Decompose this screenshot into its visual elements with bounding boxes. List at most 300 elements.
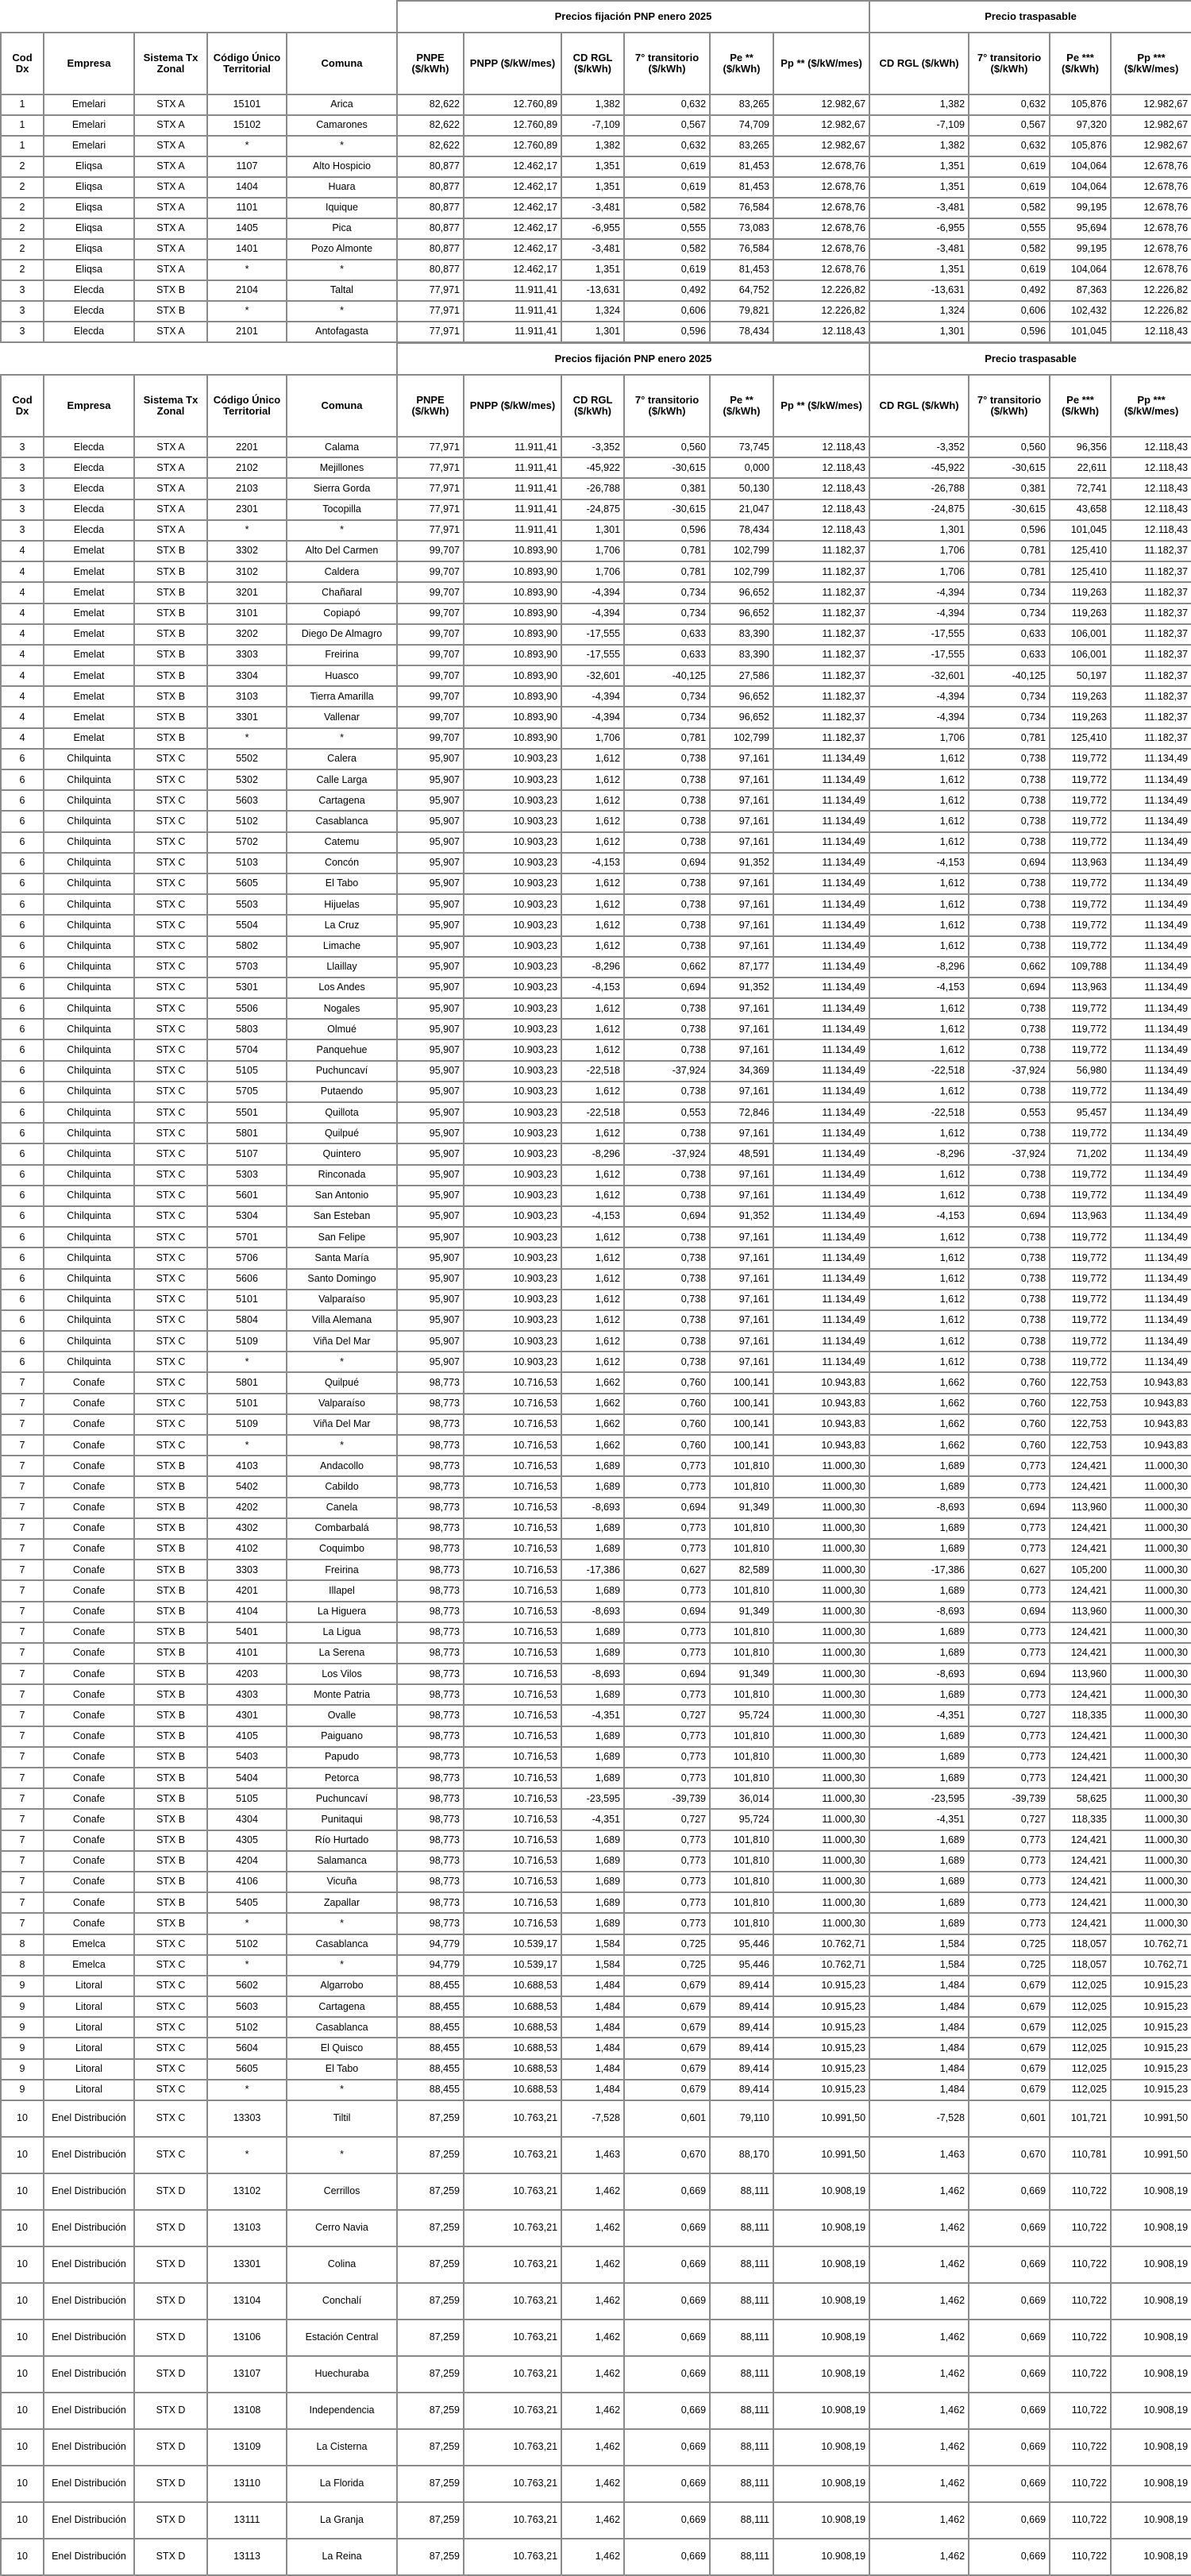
cell-trasp-pe: 124,421 xyxy=(1050,1726,1111,1747)
cell-empresa: Elecda xyxy=(44,499,134,520)
cell-pp: 11.000,30 xyxy=(773,1643,869,1664)
cell-empresa: Emelat xyxy=(44,728,134,749)
cell-pp: 10.908,19 xyxy=(773,2502,869,2539)
table-row xyxy=(1,1394,1191,1414)
cell-transitorio: 0,773 xyxy=(624,1892,710,1913)
cell-trasp-pe: 119,772 xyxy=(1050,1019,1111,1039)
cell-trasp-cd-rgl: 1,612 xyxy=(869,749,969,769)
cell-trasp-cd-rgl: -3,481 xyxy=(869,198,969,218)
cell-pnpe: 94,779 xyxy=(397,1955,464,1976)
cell-cd-rgl: 1,612 xyxy=(561,1248,624,1268)
cell-trasp-pp: 11.134,49 xyxy=(1111,1331,1191,1352)
cell-pnpp: 10.893,90 xyxy=(464,582,561,603)
cell-codigo: * xyxy=(207,2080,287,2100)
cell-pp: 12.678,76 xyxy=(773,177,869,198)
cell-pp: 11.000,30 xyxy=(773,1498,869,1518)
cell-trasp-pp: 11.182,37 xyxy=(1111,604,1191,624)
cell-comuna: Alto Del Carmen xyxy=(287,541,397,561)
cell-trasp-transitorio: 0,738 xyxy=(969,1039,1050,1060)
cell-trasp-transitorio: 0,738 xyxy=(969,1082,1050,1102)
cell-cod-dx: 8 xyxy=(1,1934,44,1955)
cell-trasp-pe: 105,876 xyxy=(1050,94,1111,115)
cell-trasp-pp: 11.134,49 xyxy=(1111,1186,1191,1206)
table-row xyxy=(1,1622,1191,1643)
cell-empresa: Litoral xyxy=(44,2059,134,2080)
col-header-empresa: Empresa xyxy=(44,375,134,437)
cell-pnpe: 99,707 xyxy=(397,707,464,727)
col-header-trasp-transitorio: 7° transitorio ($/kWh) xyxy=(969,33,1050,94)
table-row xyxy=(1,2059,1191,2080)
cell-trasp-pe: 105,876 xyxy=(1050,136,1111,156)
cell-trasp-pe: 119,772 xyxy=(1050,832,1111,853)
cell-sistema: STX C xyxy=(134,2100,207,2137)
cell-trasp-pp: 12.678,76 xyxy=(1111,156,1191,177)
cell-pnpp: 10.903,23 xyxy=(464,749,561,769)
cell-empresa: Conafe xyxy=(44,1892,134,1913)
cell-cd-rgl: -26,788 xyxy=(561,478,624,499)
cell-trasp-pp: 11.000,30 xyxy=(1111,1872,1191,1892)
cell-sistema: STX B xyxy=(134,1726,207,1747)
cell-codigo: 4303 xyxy=(207,1684,287,1705)
tariff-table-top xyxy=(0,0,1191,343)
cell-cd-rgl: -45,922 xyxy=(561,457,624,478)
cell-pnpe: 80,877 xyxy=(397,260,464,280)
cell-cod-dx: 10 xyxy=(1,2173,44,2210)
table-row xyxy=(1,1684,1191,1705)
cell-pe: 101,810 xyxy=(710,1539,773,1560)
cell-trasp-pe: 110,722 xyxy=(1050,2320,1111,2356)
cell-codigo: 4305 xyxy=(207,1830,287,1851)
cell-trasp-pp: 12.678,76 xyxy=(1111,177,1191,198)
table-row xyxy=(1,811,1191,831)
cell-codigo: 5602 xyxy=(207,1976,287,1996)
cell-cd-rgl: 1,612 xyxy=(561,1039,624,1060)
cell-trasp-cd-rgl: 1,612 xyxy=(869,769,969,790)
cell-pnpe: 98,773 xyxy=(397,1768,464,1788)
cell-pp: 11.000,30 xyxy=(773,1809,869,1830)
cell-transitorio: 0,773 xyxy=(624,1913,710,1934)
cell-codigo: 3303 xyxy=(207,645,287,665)
cell-cd-rgl: 1,463 xyxy=(561,2137,624,2173)
table-row xyxy=(1,1290,1191,1310)
cell-trasp-cd-rgl: -6,955 xyxy=(869,218,969,239)
cell-pnpp: 10.903,23 xyxy=(464,811,561,831)
cell-transitorio: 0,773 xyxy=(624,1684,710,1705)
cell-comuna: Valparaíso xyxy=(287,1290,397,1310)
cell-cd-rgl: 1,462 xyxy=(561,2173,624,2210)
cell-codigo: * xyxy=(207,1955,287,1976)
cell-codigo: 5401 xyxy=(207,1622,287,1643)
cell-codigo: 4104 xyxy=(207,1602,287,1622)
cell-trasp-transitorio: 0,760 xyxy=(969,1372,1050,1393)
cell-codigo: 5402 xyxy=(207,1476,287,1497)
cell-sistema: STX C xyxy=(134,1039,207,1060)
cell-trasp-pe: 124,421 xyxy=(1050,1643,1111,1664)
cell-comuna: Ovalle xyxy=(287,1705,397,1726)
cell-cod-dx: 6 xyxy=(1,1269,44,1290)
cell-pnpe: 95,907 xyxy=(397,1019,464,1039)
cell-sistema: STX C xyxy=(134,1996,207,2017)
cell-pp: 11.000,30 xyxy=(773,1684,869,1705)
cell-cod-dx: 6 xyxy=(1,1082,44,1102)
cell-transitorio: -30,615 xyxy=(624,499,710,520)
cell-trasp-cd-rgl: 1,462 xyxy=(869,2283,969,2320)
cell-cod-dx: 6 xyxy=(1,1331,44,1352)
cell-trasp-cd-rgl: 1,612 xyxy=(869,832,969,853)
cell-trasp-pe: 71,202 xyxy=(1050,1143,1111,1164)
cell-pnpp: 10.688,53 xyxy=(464,2080,561,2100)
cell-trasp-pp: 11.134,49 xyxy=(1111,832,1191,853)
cell-codigo: 13108 xyxy=(207,2393,287,2429)
cell-sistema: STX B xyxy=(134,624,207,645)
cell-comuna: Mejillones xyxy=(287,457,397,478)
cell-pp: 11.000,30 xyxy=(773,1602,869,1622)
cell-empresa: Enel Distribución xyxy=(44,2539,134,2575)
cell-trasp-cd-rgl: 1,382 xyxy=(869,136,969,156)
cell-trasp-transitorio: 0,582 xyxy=(969,198,1050,218)
cell-trasp-pe: 110,722 xyxy=(1050,2173,1111,2210)
cell-cod-dx: 2 xyxy=(1,239,44,260)
cell-trasp-transitorio: 0,773 xyxy=(969,1851,1050,1872)
table-row xyxy=(1,1518,1191,1539)
cell-pnpe: 98,773 xyxy=(397,1539,464,1560)
cell-cd-rgl: 1,484 xyxy=(561,2059,624,2080)
cell-trasp-transitorio: 0,738 xyxy=(969,832,1050,853)
cell-empresa: Eliqsa xyxy=(44,156,134,177)
cell-cd-rgl: 1,612 xyxy=(561,998,624,1019)
cell-codigo: 5404 xyxy=(207,1768,287,1788)
cell-trasp-pe: 119,772 xyxy=(1050,1248,1111,1268)
cell-trasp-pp: 10.908,19 xyxy=(1111,2173,1191,2210)
cell-sistema: STX C xyxy=(134,978,207,998)
cell-codigo: * xyxy=(207,728,287,749)
cell-pp: 11.134,49 xyxy=(773,1310,869,1331)
table-row xyxy=(1,520,1191,541)
cell-cod-dx: 7 xyxy=(1,1664,44,1684)
cell-trasp-transitorio: 0,679 xyxy=(969,1996,1050,2017)
cell-trasp-transitorio: 0,773 xyxy=(969,1518,1050,1539)
cell-trasp-pe: 119,772 xyxy=(1050,1227,1111,1248)
cell-comuna: * xyxy=(287,1352,397,1372)
cell-pnpp: 10.903,23 xyxy=(464,1165,561,1186)
cell-pe: 95,724 xyxy=(710,1809,773,1830)
cell-trasp-pe: 125,410 xyxy=(1050,728,1111,749)
cell-pp: 12.118,43 xyxy=(773,478,869,499)
table-row xyxy=(1,1768,1191,1788)
cell-pe: 97,161 xyxy=(710,1039,773,1060)
cell-transitorio: 0,694 xyxy=(624,1664,710,1684)
cell-trasp-transitorio: 0,596 xyxy=(969,322,1050,342)
cell-sistema: STX B xyxy=(134,645,207,665)
cell-codigo: 4106 xyxy=(207,1872,287,1892)
cell-trasp-transitorio: 0,773 xyxy=(969,1539,1050,1560)
cell-sistema: STX C xyxy=(134,957,207,978)
table-row xyxy=(1,582,1191,603)
cell-pp: 11.134,49 xyxy=(773,749,869,769)
cell-trasp-cd-rgl: 1,612 xyxy=(869,1039,969,1060)
cell-cd-rgl: -4,394 xyxy=(561,582,624,603)
cell-cd-rgl: 1,612 xyxy=(561,873,624,894)
cell-trasp-pe: 119,772 xyxy=(1050,769,1111,790)
cell-transitorio: 0,738 xyxy=(624,998,710,1019)
cell-trasp-pp: 11.182,37 xyxy=(1111,645,1191,665)
cell-cod-dx: 3 xyxy=(1,478,44,499)
cell-sistema: STX C xyxy=(134,1955,207,1976)
cell-trasp-cd-rgl: 1,612 xyxy=(869,1269,969,1290)
cell-pp: 11.134,49 xyxy=(773,853,869,873)
cell-cd-rgl: 1,612 xyxy=(561,894,624,915)
cell-trasp-cd-rgl: 1,484 xyxy=(869,2059,969,2080)
cell-pnpe: 87,259 xyxy=(397,2137,464,2173)
cell-pe: 88,111 xyxy=(710,2393,773,2429)
table-row xyxy=(1,1019,1191,1039)
cell-pnpe: 99,707 xyxy=(397,561,464,582)
cell-cd-rgl: 1,462 xyxy=(561,2429,624,2466)
cell-codigo: 4204 xyxy=(207,1851,287,1872)
cell-trasp-transitorio: 0,734 xyxy=(969,686,1050,707)
cell-cd-rgl: 1,301 xyxy=(561,322,624,342)
cell-empresa: Conafe xyxy=(44,1913,134,1934)
group-header-traspasable: Precio traspasable xyxy=(869,343,1191,375)
cell-pe: 101,810 xyxy=(710,1622,773,1643)
cell-pp: 11.134,49 xyxy=(773,1331,869,1352)
cell-sistema: STX C xyxy=(134,1934,207,1955)
cell-sistema: STX C xyxy=(134,1394,207,1414)
cell-cd-rgl: 1,462 xyxy=(561,2210,624,2246)
cell-codigo: 5102 xyxy=(207,2017,287,2038)
cell-pnpe: 95,907 xyxy=(397,1227,464,1248)
cell-comuna: Illapel xyxy=(287,1580,397,1601)
cell-cd-rgl: 1,584 xyxy=(561,1955,624,1976)
cell-pnpp: 11.911,41 xyxy=(464,301,561,322)
cell-codigo: 3102 xyxy=(207,561,287,582)
cell-transitorio: 0,773 xyxy=(624,1476,710,1497)
table-row xyxy=(1,2100,1191,2137)
cell-codigo: 5102 xyxy=(207,1934,287,1955)
table-row xyxy=(1,1872,1191,1892)
cell-pe: 73,745 xyxy=(710,437,773,457)
cell-trasp-pe: 119,772 xyxy=(1050,1082,1111,1102)
cell-pp: 11.134,49 xyxy=(773,832,869,853)
cell-trasp-pp: 12.982,67 xyxy=(1111,94,1191,115)
cell-pe: 97,161 xyxy=(710,1019,773,1039)
cell-trasp-transitorio: 0,760 xyxy=(969,1394,1050,1414)
cell-cod-dx: 10 xyxy=(1,2393,44,2429)
cell-pnpp: 10.903,23 xyxy=(464,873,561,894)
cell-trasp-pe: 113,963 xyxy=(1050,1206,1111,1227)
table-row xyxy=(1,218,1191,239)
cell-empresa: Conafe xyxy=(44,1664,134,1684)
cell-empresa: Emelari xyxy=(44,94,134,115)
cell-pe: 88,111 xyxy=(710,2539,773,2575)
cell-codigo: 5302 xyxy=(207,769,287,790)
cell-trasp-pe: 110,722 xyxy=(1050,2246,1111,2283)
cell-codigo: 5101 xyxy=(207,1394,287,1414)
cell-comuna: Quintero xyxy=(287,1143,397,1164)
cell-cod-dx: 7 xyxy=(1,1809,44,1830)
cell-empresa: Chilquinta xyxy=(44,1165,134,1186)
cell-empresa: Enel Distribución xyxy=(44,2137,134,2173)
table-row xyxy=(1,2038,1191,2058)
table-row xyxy=(1,239,1191,260)
cell-pp: 11.000,30 xyxy=(773,1539,869,1560)
cell-pnpe: 95,907 xyxy=(397,1290,464,1310)
cell-pe: 89,414 xyxy=(710,2017,773,2038)
cell-pnpe: 98,773 xyxy=(397,1892,464,1913)
cell-cd-rgl: 1,706 xyxy=(561,541,624,561)
cell-trasp-cd-rgl: 1,689 xyxy=(869,1518,969,1539)
cell-cd-rgl: 1,689 xyxy=(561,1580,624,1601)
cell-trasp-pp: 10.943,83 xyxy=(1111,1435,1191,1456)
cell-trasp-transitorio: 0,760 xyxy=(969,1414,1050,1435)
cell-codigo: 2301 xyxy=(207,499,287,520)
cell-codigo: 1107 xyxy=(207,156,287,177)
cell-transitorio: 0,773 xyxy=(624,1518,710,1539)
cell-transitorio: 0,738 xyxy=(624,1123,710,1143)
cell-trasp-cd-rgl: -4,394 xyxy=(869,582,969,603)
cell-cd-rgl: 1,462 xyxy=(561,2246,624,2283)
cell-comuna: Hijuelas xyxy=(287,894,397,915)
cell-trasp-transitorio: 0,773 xyxy=(969,1747,1050,1768)
cell-trasp-transitorio: 0,632 xyxy=(969,94,1050,115)
cell-empresa: Litoral xyxy=(44,2038,134,2058)
cell-sistema: STX B xyxy=(134,1830,207,1851)
cell-comuna: Huechuraba xyxy=(287,2356,397,2393)
cell-trasp-cd-rgl: -13,631 xyxy=(869,280,969,301)
cell-cd-rgl: 1,612 xyxy=(561,936,624,957)
cell-pe: 97,161 xyxy=(710,1082,773,1102)
cell-trasp-pp: 11.000,30 xyxy=(1111,1560,1191,1580)
table-row xyxy=(1,1602,1191,1622)
cell-cd-rgl: -32,601 xyxy=(561,665,624,686)
cell-cod-dx: 6 xyxy=(1,749,44,769)
cell-pnpp: 10.903,23 xyxy=(464,1248,561,1268)
cell-trasp-cd-rgl: 1,689 xyxy=(869,1580,969,1601)
cell-pnpe: 98,773 xyxy=(397,1726,464,1747)
cell-trasp-pe: 119,772 xyxy=(1050,1165,1111,1186)
cell-trasp-transitorio: 0,738 xyxy=(969,873,1050,894)
cell-comuna: Andacollo xyxy=(287,1456,397,1476)
cell-empresa: Chilquinta xyxy=(44,998,134,1019)
cell-pnpe: 95,907 xyxy=(397,873,464,894)
cell-transitorio: 0,679 xyxy=(624,2038,710,2058)
cell-comuna: Pica xyxy=(287,218,397,239)
cell-codigo: * xyxy=(207,1435,287,1456)
cell-pnpe: 95,907 xyxy=(397,1269,464,1290)
cell-empresa: Chilquinta xyxy=(44,1039,134,1060)
cell-pp: 10.943,83 xyxy=(773,1435,869,1456)
cell-codigo: 5105 xyxy=(207,1061,287,1082)
cell-pnpp: 11.911,41 xyxy=(464,478,561,499)
cell-trasp-transitorio: 0,669 xyxy=(969,2173,1050,2210)
table-row xyxy=(1,1664,1191,1684)
cell-comuna: Vicuña xyxy=(287,1872,397,1892)
cell-empresa: Chilquinta xyxy=(44,1061,134,1082)
cell-trasp-pe: 58,625 xyxy=(1050,1788,1111,1809)
cell-trasp-cd-rgl: 1,706 xyxy=(869,541,969,561)
table-row xyxy=(1,2502,1191,2539)
cell-sistema: STX A xyxy=(134,94,207,115)
cell-trasp-transitorio: -40,125 xyxy=(969,665,1050,686)
table-row xyxy=(1,1726,1191,1747)
col-header-trasp-pe: Pe *** ($/kWh) xyxy=(1050,375,1111,437)
cell-empresa: Emelat xyxy=(44,624,134,645)
cell-transitorio: 0,760 xyxy=(624,1435,710,1456)
cell-sistema: STX A xyxy=(134,457,207,478)
cell-codigo: 3304 xyxy=(207,665,287,686)
cell-empresa: Chilquinta xyxy=(44,1331,134,1352)
cell-empresa: Chilquinta xyxy=(44,915,134,935)
cell-codigo: 5703 xyxy=(207,957,287,978)
cell-trasp-pp: 12.678,76 xyxy=(1111,239,1191,260)
cell-trasp-pe: 119,772 xyxy=(1050,1352,1111,1372)
table-row xyxy=(1,978,1191,998)
cell-codigo: 5303 xyxy=(207,1165,287,1186)
cell-pe: 97,161 xyxy=(710,832,773,853)
cell-pp: 10.915,23 xyxy=(773,2038,869,2058)
cell-comuna: La Granja xyxy=(287,2502,397,2539)
cell-pnpp: 10.716,53 xyxy=(464,1560,561,1580)
table-row xyxy=(1,1747,1191,1768)
cell-transitorio: 0,601 xyxy=(624,2100,710,2137)
table-row xyxy=(1,561,1191,582)
cell-pnpe: 95,907 xyxy=(397,1186,464,1206)
cell-trasp-pe: 112,025 xyxy=(1050,2080,1111,2100)
cell-transitorio: 0,619 xyxy=(624,177,710,198)
cell-pnpp: 10.903,23 xyxy=(464,853,561,873)
cell-comuna: * xyxy=(287,136,397,156)
col-header-cod-dx: Cod Dx xyxy=(1,375,44,437)
cell-codigo: 5701 xyxy=(207,1227,287,1248)
cell-pnpp: 10.763,21 xyxy=(464,2393,561,2429)
cell-sistema: STX A xyxy=(134,239,207,260)
cell-pnpp: 10.763,21 xyxy=(464,2210,561,2246)
cell-pp: 10.908,19 xyxy=(773,2466,869,2502)
cell-cd-rgl: 1,612 xyxy=(561,1082,624,1102)
cell-transitorio: 0,734 xyxy=(624,686,710,707)
cell-pnpe: 98,773 xyxy=(397,1476,464,1497)
cell-pnpe: 87,259 xyxy=(397,2283,464,2320)
table-row xyxy=(1,1165,1191,1186)
cell-trasp-transitorio: 0,738 xyxy=(969,1352,1050,1372)
cell-empresa: Chilquinta xyxy=(44,811,134,831)
cell-cod-dx: 10 xyxy=(1,2502,44,2539)
cell-empresa: Litoral xyxy=(44,1996,134,2017)
cell-trasp-pe: 119,772 xyxy=(1050,998,1111,1019)
cell-pnpe: 98,773 xyxy=(397,1456,464,1476)
cell-trasp-cd-rgl: 1,612 xyxy=(869,1082,969,1102)
cell-pnpe: 99,707 xyxy=(397,728,464,749)
table-row xyxy=(1,769,1191,790)
cell-cod-dx: 10 xyxy=(1,2246,44,2283)
cell-empresa: Conafe xyxy=(44,1456,134,1476)
table-row xyxy=(1,1560,1191,1580)
cell-codigo: 5109 xyxy=(207,1331,287,1352)
cell-cd-rgl: -8,693 xyxy=(561,1664,624,1684)
cell-trasp-pp: 10.943,83 xyxy=(1111,1372,1191,1393)
cell-trasp-cd-rgl: 1,612 xyxy=(869,1248,969,1268)
cell-trasp-pe: 119,772 xyxy=(1050,1186,1111,1206)
cell-trasp-transitorio: 0,725 xyxy=(969,1955,1050,1976)
cell-pp: 11.134,49 xyxy=(773,1061,869,1082)
cell-trasp-pp: 11.000,30 xyxy=(1111,1456,1191,1476)
cell-cd-rgl: 1,462 xyxy=(561,2320,624,2356)
cell-codigo: 4301 xyxy=(207,1705,287,1726)
cell-empresa: Conafe xyxy=(44,1498,134,1518)
cell-trasp-transitorio: 0,662 xyxy=(969,957,1050,978)
cell-pnpe: 98,773 xyxy=(397,1518,464,1539)
cell-pe: 101,810 xyxy=(710,1768,773,1788)
